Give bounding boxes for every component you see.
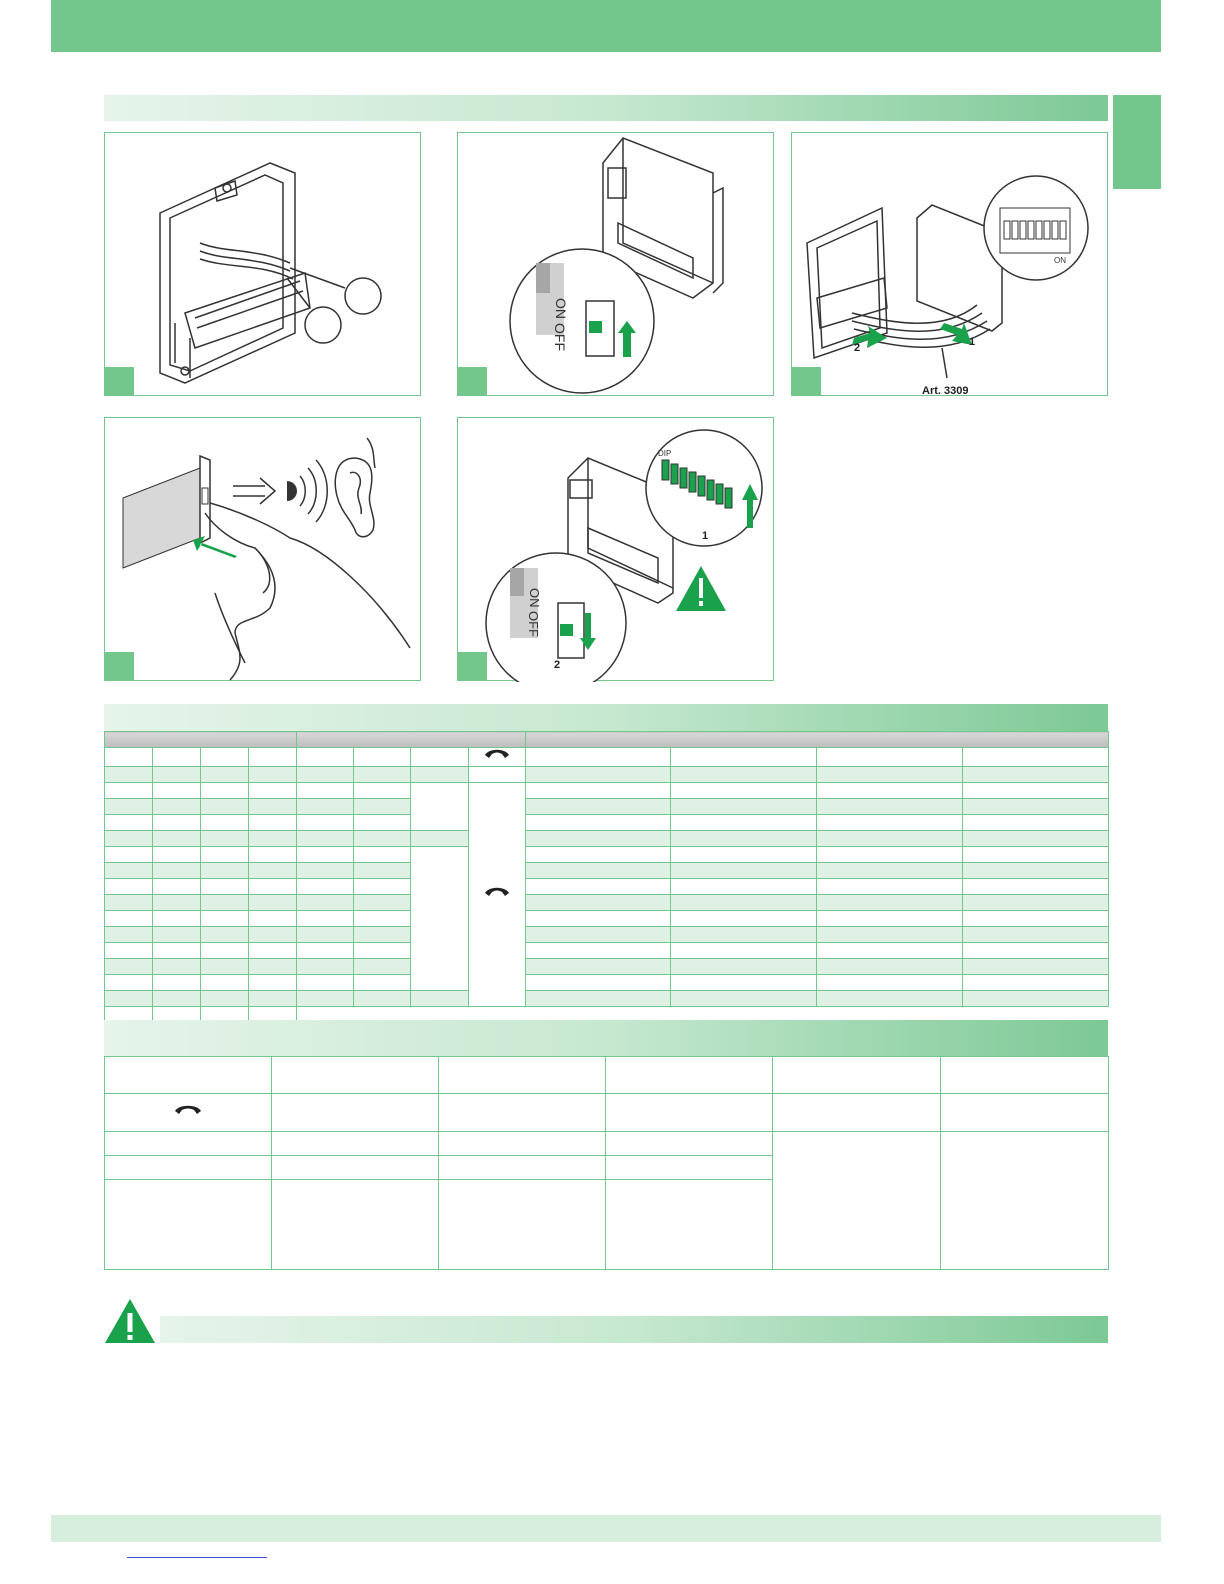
table-row	[105, 879, 1109, 895]
warning-icon	[104, 1298, 156, 1344]
table-row	[105, 1132, 1109, 1156]
ribbon-cable-illustration	[792, 133, 1109, 397]
table-row	[105, 991, 1109, 1007]
panel-corner-marker	[105, 367, 134, 395]
callout-circle-a	[345, 278, 381, 314]
switch-off-label: OFF	[552, 323, 568, 351]
handset-icon	[484, 887, 510, 899]
section-header-table-2	[104, 1020, 1108, 1056]
table-row	[105, 748, 1109, 767]
table-row	[105, 895, 1109, 911]
table-header-group-1	[105, 732, 297, 748]
table-row	[105, 959, 1109, 975]
table-row	[105, 911, 1109, 927]
table-header-group-2	[297, 732, 526, 748]
header-bar	[51, 0, 1161, 52]
panel-corner-marker	[792, 367, 821, 395]
connection-table	[104, 1056, 1108, 1270]
table-row	[105, 863, 1109, 879]
panel-corner-marker	[105, 652, 134, 680]
table-row	[105, 799, 1109, 815]
table-row	[105, 975, 1109, 991]
step-1-label: 1	[969, 336, 976, 348]
switch-slider	[589, 321, 602, 333]
step-1-label: 1	[702, 530, 709, 542]
footer-bar	[51, 1515, 1161, 1542]
figure-panel-1	[104, 132, 421, 396]
configuration-table	[104, 731, 1108, 1023]
table-row	[105, 1057, 1109, 1094]
figure-panel-3	[791, 132, 1108, 396]
table-row	[105, 831, 1109, 847]
table-row	[105, 927, 1109, 943]
table-row	[105, 943, 1109, 959]
switch-slider	[560, 624, 573, 636]
warning-icon	[676, 566, 726, 611]
switch-illustration	[458, 133, 775, 397]
handset-icon	[174, 1105, 202, 1117]
arrow-icon	[193, 536, 237, 558]
section-header-table-1	[104, 704, 1108, 732]
table-row	[105, 815, 1109, 831]
callout-circle-b	[305, 307, 341, 343]
sound-waves-icon	[300, 460, 327, 522]
table-row	[105, 783, 1109, 799]
footer-link-underline[interactable]	[127, 1557, 267, 1558]
ear-icon	[335, 438, 375, 537]
side-tab	[1113, 95, 1161, 189]
table-row	[105, 1094, 1109, 1132]
press-button-illustration	[105, 418, 422, 682]
panel-corner-marker	[458, 367, 487, 395]
panel-corner-marker	[458, 652, 487, 680]
step-2-label: 2	[554, 659, 561, 671]
dip-switch-illustration	[458, 418, 775, 682]
section-header-installation	[104, 95, 1108, 121]
table-header-group-3	[526, 732, 1109, 748]
table-row	[105, 767, 1109, 783]
wall-frame-illustration	[105, 133, 422, 397]
switch-off-label: OFF	[526, 611, 541, 637]
switch-on-label: ON	[553, 298, 569, 319]
figure-panel-5	[457, 417, 774, 681]
handset-icon	[484, 749, 510, 761]
dip-on-label: ON	[1054, 256, 1066, 265]
article-label: Art. 3309	[922, 385, 969, 397]
dip-label: DIP	[658, 449, 672, 458]
switch-on-label: ON	[527, 588, 542, 608]
speaker-dot	[287, 481, 297, 501]
step-2-label: 2	[854, 342, 861, 354]
table-row	[105, 847, 1109, 863]
warning-note-bar	[160, 1316, 1108, 1343]
figure-panel-4	[104, 417, 421, 681]
figure-panel-2	[457, 132, 774, 396]
